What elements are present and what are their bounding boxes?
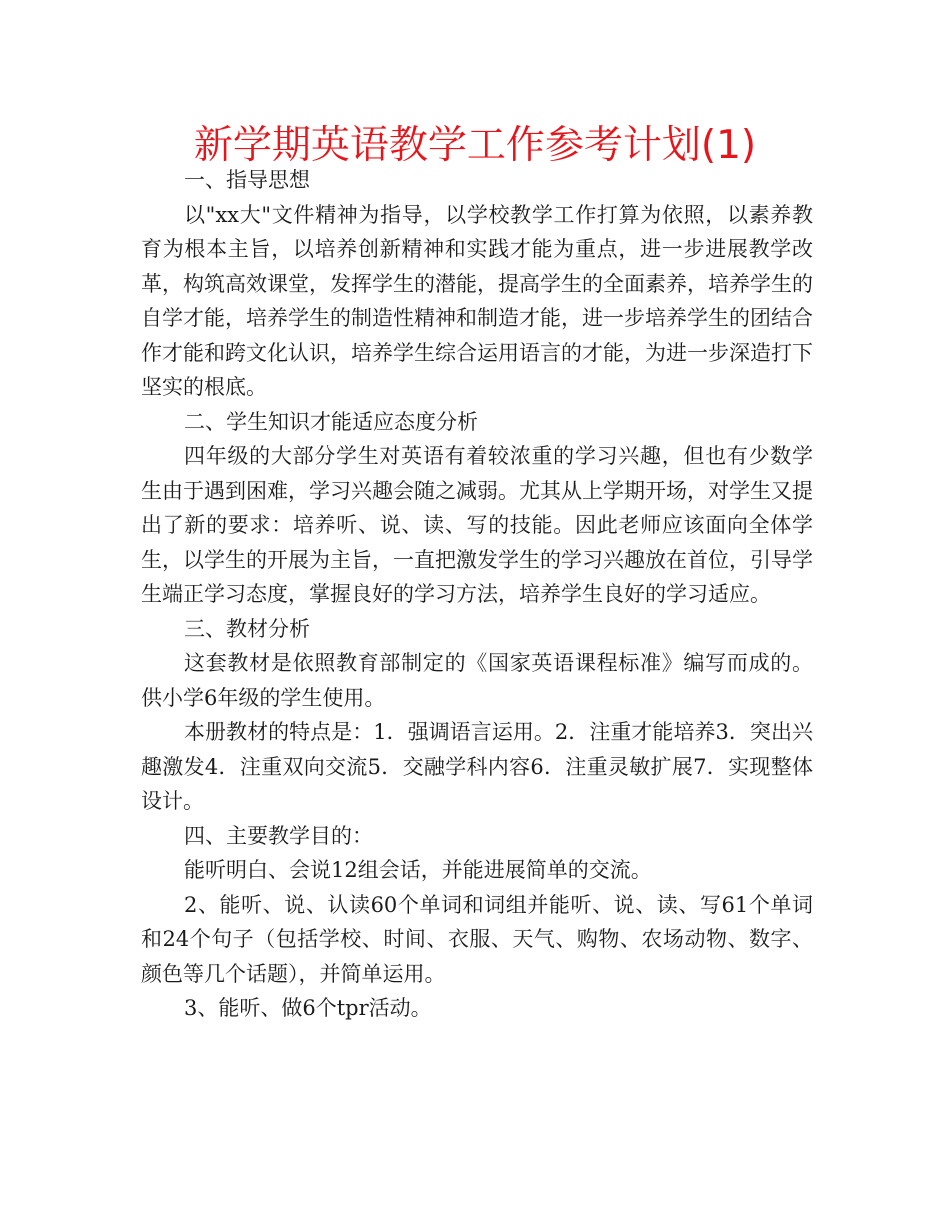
- paragraph-goal-1: 能听明白、会说12组会话，并能进展简单的交流。: [184, 858, 652, 882]
- paragraph-guiding-thought: 以"xx大"文件精神为指导，以学校教学工作打算为依照，以素养教育为根本主旨，以培养创新精神和实践才能为重点，进一步进展教学改革，构筑高效课堂，发挥学生的潜能，提高学生的全面素养，培养学生的自学才能，培养学生的制造性精神和制造才能，进一步培养学生的团结合作才能和跨文化认识，培养学生综合运用语言的才能，为进一步深造打下坚实的根底。: [141, 202, 813, 399]
- document-title: 新学期英语教学工作参考计划(1): [193, 123, 757, 168]
- paragraph-textbook-features: 本册教材的特点是：1．强调语言运用。2．注重才能培养3．突出兴趣激发4．注重双向交流5．交融学科内容6．注重灵敏扩展7．实现整体设计。: [141, 720, 813, 813]
- paragraph-student-analysis: 四年级的大部分学生对英语有着较浓重的学习兴趣，但也有少数学生由于遇到困难，学习兴趣会随之减弱。尤其从上学期开场，对学生又提出了新的要求：培养听、说、读、写的技能。因此老师应该面向全体学生，以学生的开展为主旨，一直把激发学生的学习兴趣放在首位，引导学生端正学习态度，掌握良好的学习方法，培养学生良好的学习适应。: [141, 444, 813, 606]
- paragraph-goal-3: 3、能听、做6个tpr活动。: [184, 996, 432, 1020]
- section-heading-textbook-analysis: 三、教材分析: [184, 616, 310, 641]
- section-heading-student-analysis: 二、学生知识才能适应态度分析: [184, 409, 478, 434]
- section-heading-teaching-goals: 四、主要教学目的：: [184, 823, 373, 848]
- section-heading-guiding-thought: 一、指导思想: [184, 168, 310, 192]
- paragraph-goal-2: 2、能听、说、认读60个单词和词组并能听、说、读、写61个单词和24个句子（包括学校、时间、衣服、天气、购物、农场动物、数字、颜色等几个话题），并简单运用。: [141, 892, 813, 986]
- paragraph-textbook-source: 这套教材是依照教育部制定的《国家英语课程标准》编写而成的。供小学6年级的学生使用。: [141, 651, 813, 710]
- document-body: [141, 163, 813, 1026]
